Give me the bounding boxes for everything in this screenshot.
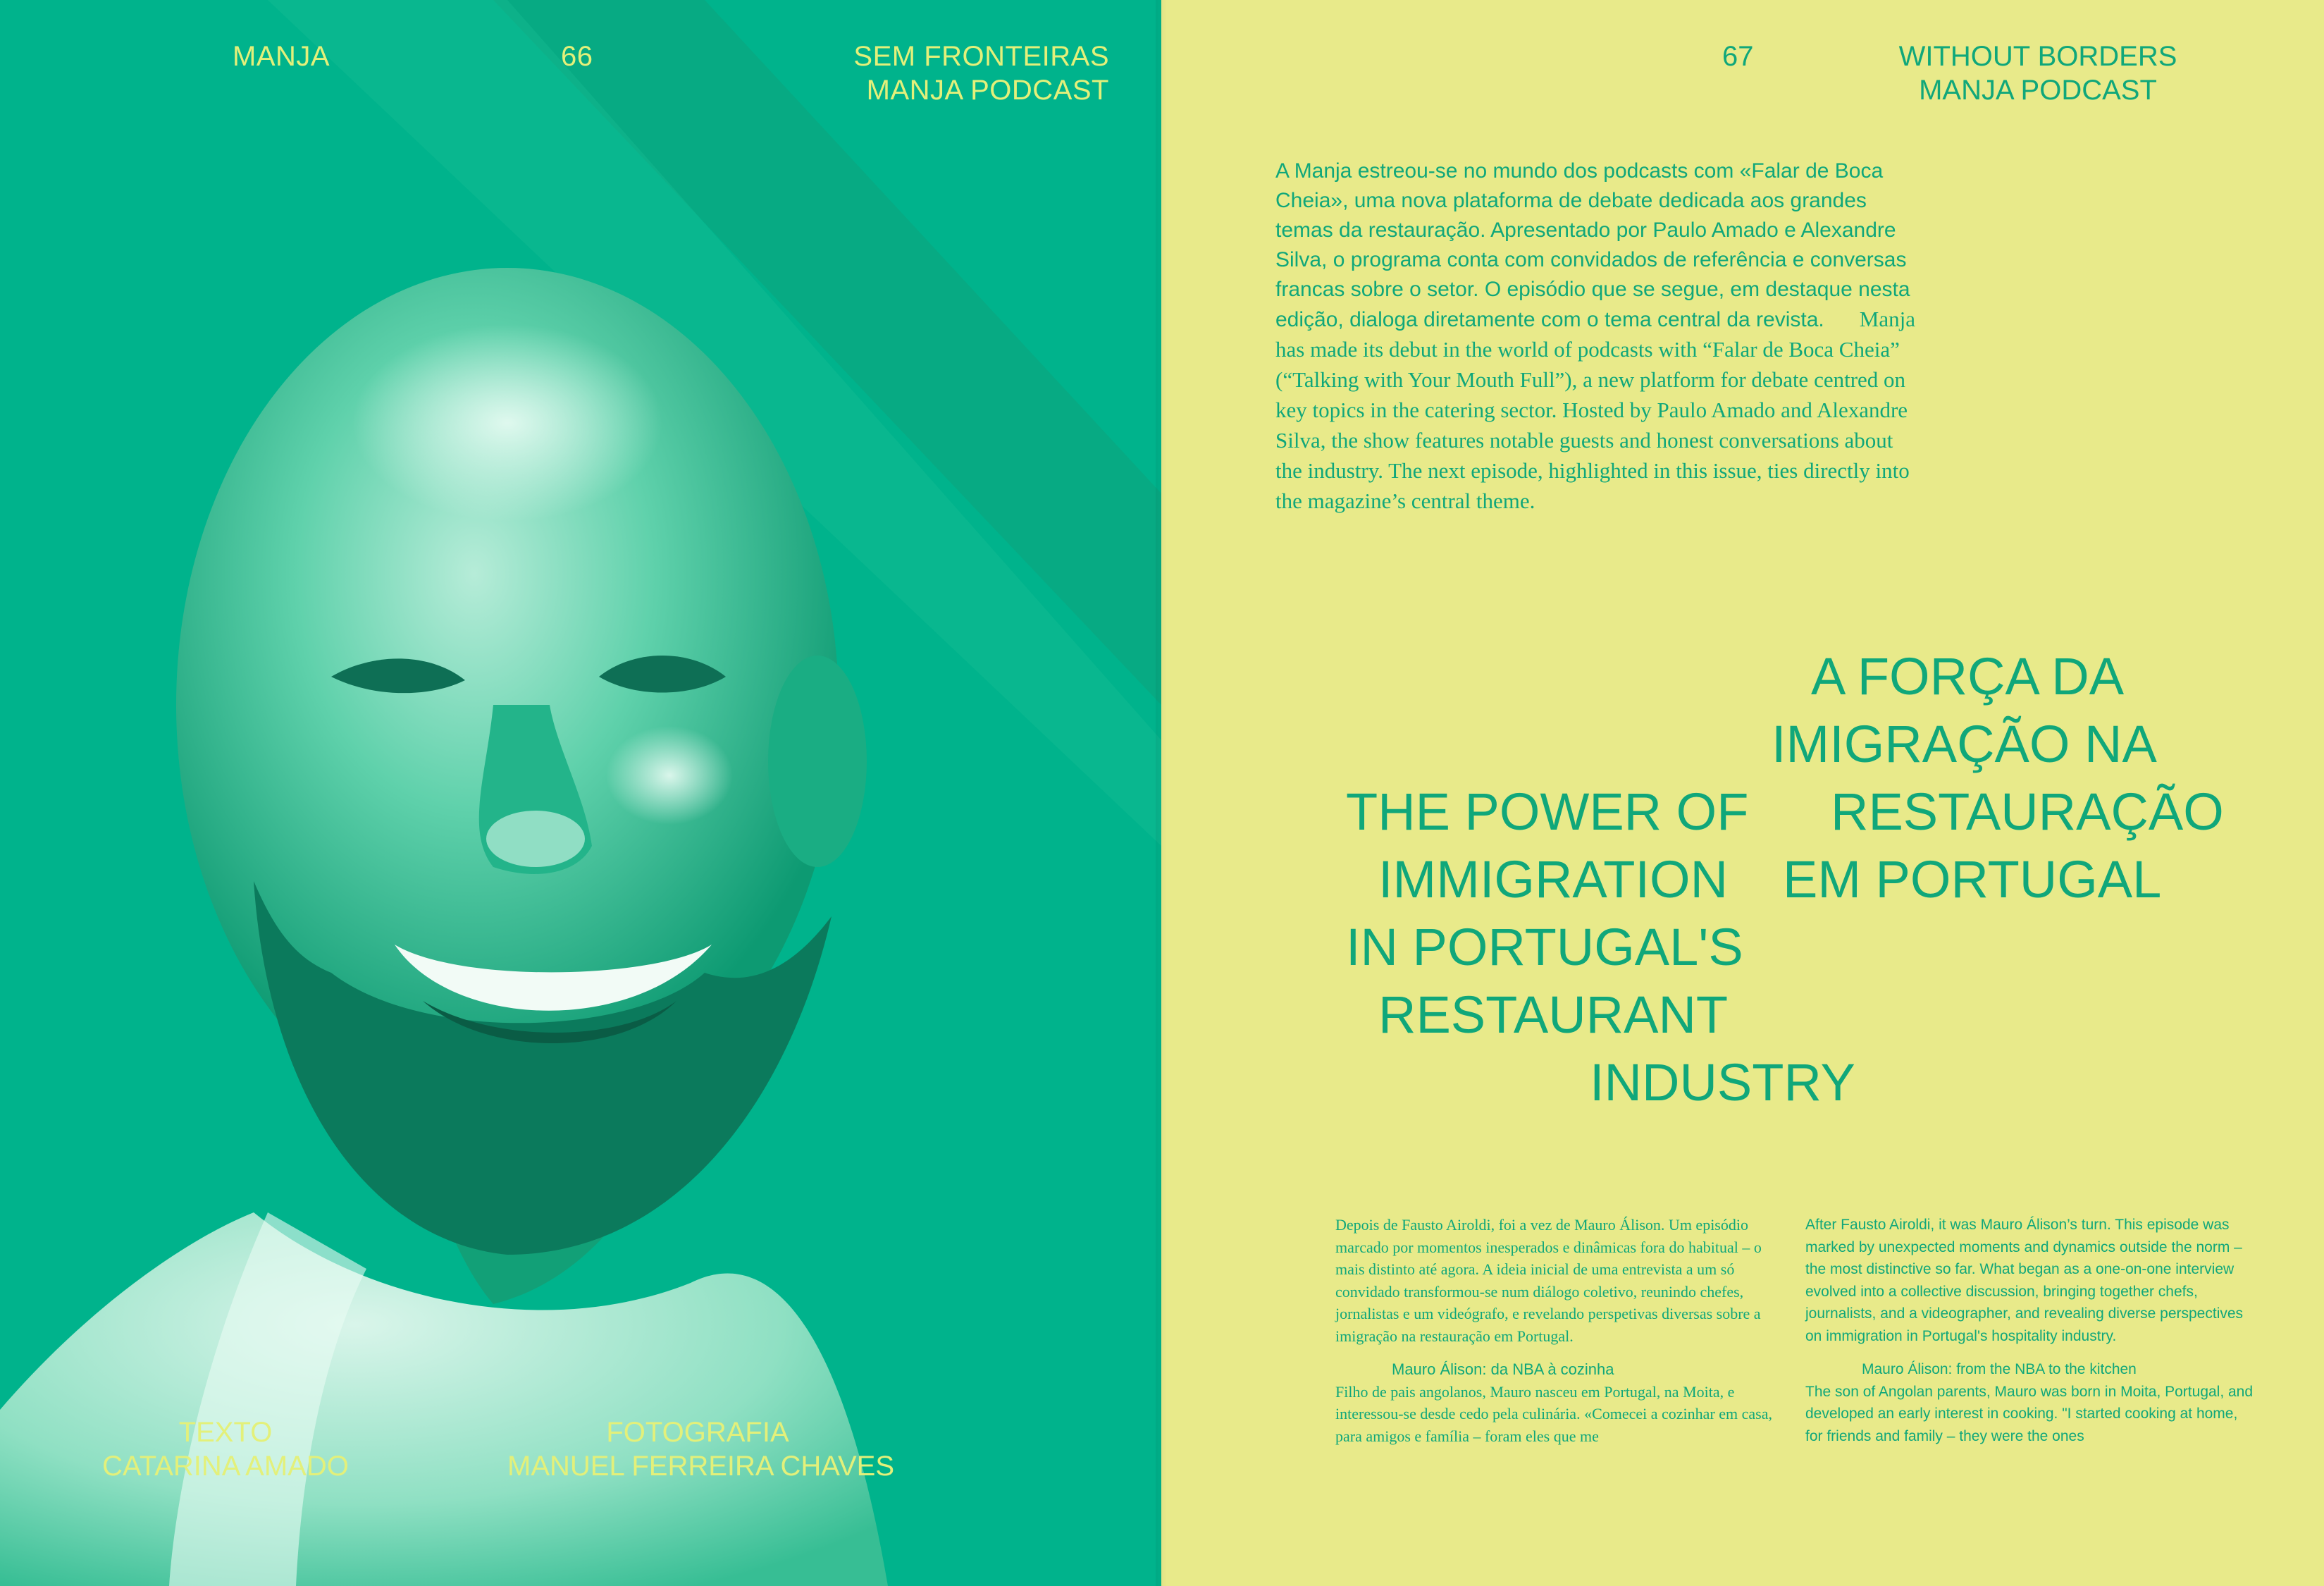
title-pt-line-4: EM PORTUGAL xyxy=(1783,850,2162,909)
intro-paragraph xyxy=(1275,156,1924,517)
section-title-left: SEM FRONTEIRAS xyxy=(853,41,1109,72)
photo-credit-label: FOTOGRAFIA xyxy=(606,1417,789,1448)
page-gutter xyxy=(1156,0,1167,1586)
text-credit-label: TEXTO xyxy=(178,1417,273,1448)
title-en-line-1: THE POWER OF xyxy=(1346,782,1749,841)
title-pt-line-3: RESTAURAÇÃO xyxy=(1831,782,2224,841)
title-pt-line-2: IMIGRAÇÃO NA xyxy=(1772,715,2157,773)
page-number-right: 67 xyxy=(1722,41,1754,72)
photo-credit-author: MANUEL FERREIRA CHAVES xyxy=(507,1451,895,1482)
body-en-subhead: Mauro Álison: from the NBA to the kitchen xyxy=(1862,1361,2137,1377)
title-en-line-2: IMMIGRATION xyxy=(1378,850,1729,909)
photo-credit xyxy=(507,1415,895,1483)
title-en-line-3: IN PORTUGAL'S xyxy=(1346,918,1743,976)
page-number-left: 66 xyxy=(561,41,593,72)
title-pt-line-1: A FORÇA DA xyxy=(1811,647,2125,706)
body-column-english xyxy=(1805,1214,2256,1447)
section-subtitle-right: MANJA PODCAST xyxy=(1919,75,2157,106)
body-pt-subhead: Mauro Álison: da NBA à cozinha xyxy=(1392,1360,1614,1378)
portrait-photo xyxy=(0,0,1161,1586)
intro-english: Manja has made its debut in the world of podcasts with “Falar de Boca Cheia” (“Talking with Your Mouth Full”), a new platform for debate centred on key topics in the catering sector. Hosted by Paulo Amado and Alexandre Silva, the show features notable guests and honest conversations about the industry. The next episode, highlighted in this issue, ties directly into the magazine’s central theme. xyxy=(1275,307,1915,513)
body-pt-paragraph: Depois de Fausto Airoldi, foi a vez de Mauro Álison. Um episódio marcado por momentos inesperados e dinâmicas fora do habitual – o mais distinto até agora. A ideia inicial de uma entrevista a um só convidado transformou-se num diálogo coletivo, reunindo chefes, jornalistas e um videógrafo, e revelando perspetivas diversas sobre a imigração na restauração em Portugal. xyxy=(1335,1216,1762,1345)
body-en-paragraph: After Fausto Airoldi, it was Mauro Álison’s turn. This episode was marked by unexpected moments and dynamics outside the norm – the most distinctive so far. What began as a one-on-one interview evolved into a collective discussion, bringing together chefs, journalists, and a videographer, and revealing diverse perspectives on immigration in Portugal's hospitality industry. xyxy=(1805,1217,2244,1344)
section-subtitle-left: MANJA PODCAST xyxy=(866,75,1109,106)
section-title-right: WITHOUT BORDERS xyxy=(1898,41,2177,72)
left-page xyxy=(0,0,1161,1586)
title-en-line-4: RESTAURANT xyxy=(1378,985,1729,1044)
brand-name: MANJA xyxy=(233,41,330,72)
body-pt-paragraph-2: Filho de pais angolanos, Mauro nasceu em Portugal, na Moita, e interessou-se desde cedo pela culinária. «Comecei a cozinhar em casa, para amigos e família – foram eles que me xyxy=(1335,1382,1772,1445)
body-en-paragraph-2: The son of Angolan parents, Mauro was born in Moita, Portugal, and developed an early interest in cooking. "I started cooking at home, for friends and family – they were the ones xyxy=(1805,1383,2254,1444)
text-credit xyxy=(85,1415,366,1483)
title-en-line-5: INDUSTRY xyxy=(1590,1053,1855,1112)
intro-portuguese: A Manja estreou-se no mundo dos podcasts com «Falar de Boca Cheia», uma nova plataforma de debate dedicada aos grandes temas da restauração. Apresentado por Paulo Amado e Alexandre Silva, o programa conta com convidados de referência e conversas francas sobre o setor. O episódio que se segue, em destaque nesta edição, dialoga diretamente com o tema central da revista. xyxy=(1275,159,1910,331)
text-credit-author: CATARINA AMADO xyxy=(102,1451,349,1482)
body-column-portuguese xyxy=(1335,1214,1786,1447)
